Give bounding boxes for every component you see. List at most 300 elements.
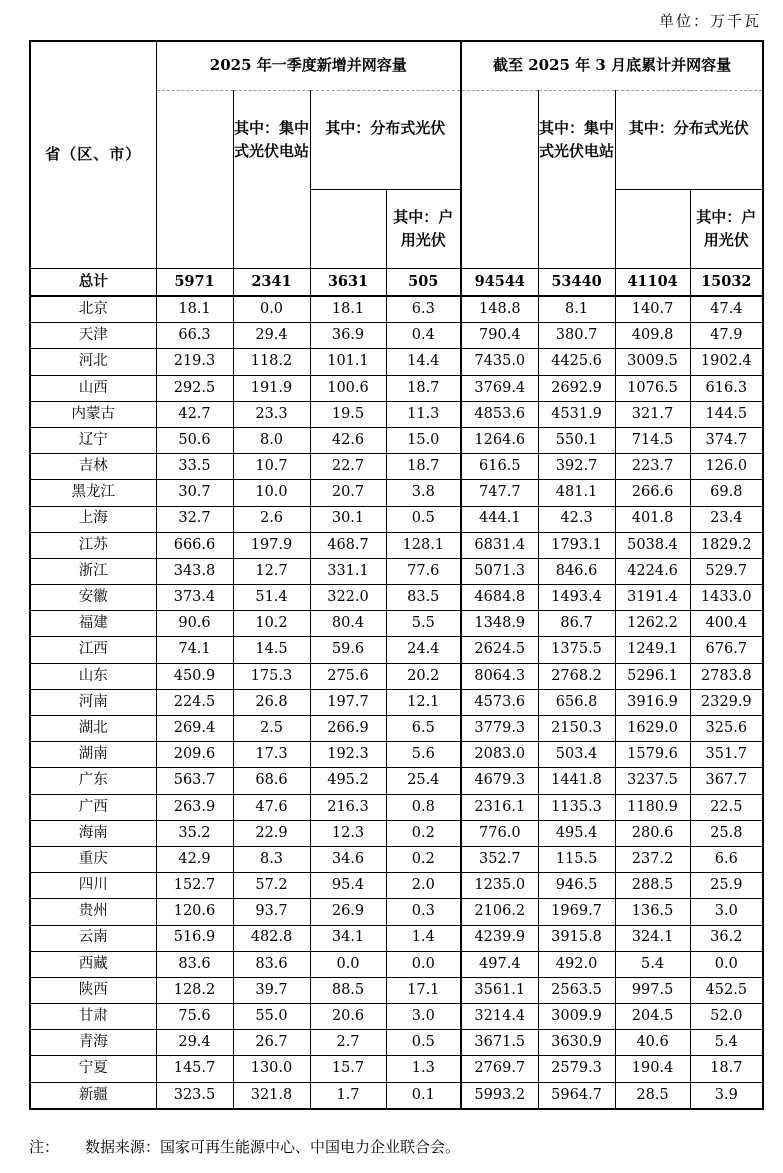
header-cum-total xyxy=(461,91,538,269)
value-cell: 5.5 xyxy=(386,611,461,637)
value-cell: 2150.3 xyxy=(538,716,615,742)
value-cell: 0.2 xyxy=(386,820,461,846)
value-cell: 69.8 xyxy=(690,480,763,506)
value-cell: 676.7 xyxy=(690,637,763,663)
table-row xyxy=(30,820,763,846)
province-name: 贵州 xyxy=(30,899,156,925)
value-cell: 18.1 xyxy=(310,296,386,323)
value-cell: 74.1 xyxy=(156,637,233,663)
province-name: 陕西 xyxy=(30,977,156,1003)
value-cell: 52.0 xyxy=(690,1004,763,1030)
value-cell: 128.1 xyxy=(386,532,461,558)
value-cell: 6.5 xyxy=(386,716,461,742)
value-cell: 352.7 xyxy=(461,846,538,872)
value-cell: 4573.6 xyxy=(461,689,538,715)
value-cell: 18.7 xyxy=(386,454,461,480)
value-cell: 118.2 xyxy=(233,349,310,375)
value-cell: 1969.7 xyxy=(538,899,615,925)
table-row xyxy=(30,794,763,820)
province-name: 新疆 xyxy=(30,1082,156,1109)
value-cell: 2768.2 xyxy=(538,663,615,689)
value-cell: 3779.3 xyxy=(461,716,538,742)
table-row xyxy=(30,637,763,663)
value-cell: 136.5 xyxy=(615,899,690,925)
value-cell: 23.4 xyxy=(690,506,763,532)
value-cell: 1793.1 xyxy=(538,532,615,558)
table-row xyxy=(30,532,763,558)
value-cell: 39.7 xyxy=(233,977,310,1003)
value-cell: 14.5 xyxy=(233,637,310,663)
total-row xyxy=(30,269,763,297)
value-cell: 616.5 xyxy=(461,454,538,480)
header-q1-household: 其中：户用光伏 xyxy=(386,190,461,269)
value-cell: 192.3 xyxy=(310,742,386,768)
value-cell: 25.4 xyxy=(386,768,461,794)
value-cell: 23.3 xyxy=(233,401,310,427)
province-name: 河北 xyxy=(30,349,156,375)
province-name: 云南 xyxy=(30,925,156,951)
value-cell: 351.7 xyxy=(690,742,763,768)
value-cell: 148.8 xyxy=(461,296,538,323)
value-cell: 481.1 xyxy=(538,480,615,506)
header-cum-centralized: 其中：集中式光伏电站 xyxy=(538,91,615,269)
value-cell: 321.7 xyxy=(615,401,690,427)
value-cell: 1.7 xyxy=(310,1082,386,1109)
value-cell: 1902.4 xyxy=(690,349,763,375)
province-name: 山西 xyxy=(30,375,156,401)
value-cell: 846.6 xyxy=(538,558,615,584)
value-cell: 26.7 xyxy=(233,1030,310,1056)
value-cell: 468.7 xyxy=(310,532,386,558)
value-cell: 3561.1 xyxy=(461,977,538,1003)
value-cell: 204.5 xyxy=(615,1004,690,1030)
value-cell: 288.5 xyxy=(615,873,690,899)
province-name: 江西 xyxy=(30,637,156,663)
value-cell: 8.3 xyxy=(233,846,310,872)
value-cell: 4239.9 xyxy=(461,925,538,951)
table-row xyxy=(30,899,763,925)
value-cell: 4531.9 xyxy=(538,401,615,427)
value-cell: 3.0 xyxy=(386,1004,461,1030)
value-cell: 1375.5 xyxy=(538,637,615,663)
value-cell: 4853.6 xyxy=(461,401,538,427)
value-cell: 2783.8 xyxy=(690,663,763,689)
header-cum-distributed: 其中：分布式光伏 xyxy=(615,91,763,190)
value-cell: 450.9 xyxy=(156,663,233,689)
table-row xyxy=(30,506,763,532)
province-name: 广东 xyxy=(30,768,156,794)
table-row xyxy=(30,401,763,427)
value-cell: 190.4 xyxy=(615,1056,690,1082)
value-cell: 237.2 xyxy=(615,846,690,872)
table-row xyxy=(30,296,763,323)
value-cell: 5.4 xyxy=(690,1030,763,1056)
value-cell: 100.6 xyxy=(310,375,386,401)
value-cell: 47.4 xyxy=(690,296,763,323)
value-cell: 1135.3 xyxy=(538,794,615,820)
value-cell: 216.3 xyxy=(310,794,386,820)
province-name: 湖北 xyxy=(30,716,156,742)
value-cell: 59.6 xyxy=(310,637,386,663)
province-name: 湖南 xyxy=(30,742,156,768)
value-cell: 30.7 xyxy=(156,480,233,506)
value-cell: 197.9 xyxy=(233,532,310,558)
value-cell: 15.0 xyxy=(386,427,461,453)
value-cell: 25.9 xyxy=(690,873,763,899)
value-cell: 42.3 xyxy=(538,506,615,532)
value-cell: 5.4 xyxy=(615,951,690,977)
value-cell: 34.6 xyxy=(310,846,386,872)
value-cell: 790.4 xyxy=(461,323,538,349)
header-q1-distributed-blank xyxy=(310,190,386,269)
value-cell: 323.5 xyxy=(156,1082,233,1109)
value-cell: 15.7 xyxy=(310,1056,386,1082)
value-cell: 140.7 xyxy=(615,296,690,323)
value-cell: 51.4 xyxy=(233,585,310,611)
table-row xyxy=(30,349,763,375)
value-cell: 191.9 xyxy=(233,375,310,401)
value-cell: 55.0 xyxy=(233,1004,310,1030)
value-cell: 714.5 xyxy=(615,427,690,453)
value-cell: 35.2 xyxy=(156,820,233,846)
value-cell: 3009.9 xyxy=(538,1004,615,1030)
table-row xyxy=(30,1030,763,1056)
value-cell: 325.6 xyxy=(690,716,763,742)
value-cell: 495.4 xyxy=(538,820,615,846)
value-cell: 400.4 xyxy=(690,611,763,637)
province-name: 宁夏 xyxy=(30,1056,156,1082)
value-cell: 101.1 xyxy=(310,349,386,375)
province-name: 甘肃 xyxy=(30,1004,156,1030)
total-cell: 15032 xyxy=(690,269,763,297)
value-cell: 14.4 xyxy=(386,349,461,375)
value-cell: 1262.2 xyxy=(615,611,690,637)
province-name: 天津 xyxy=(30,323,156,349)
value-cell: 367.7 xyxy=(690,768,763,794)
value-cell: 444.1 xyxy=(461,506,538,532)
value-cell: 666.6 xyxy=(156,532,233,558)
value-cell: 29.4 xyxy=(156,1030,233,1056)
value-cell: 47.6 xyxy=(233,794,310,820)
value-cell: 3009.5 xyxy=(615,349,690,375)
value-cell: 2.7 xyxy=(310,1030,386,1056)
province-name: 内蒙古 xyxy=(30,401,156,427)
value-cell: 32.7 xyxy=(156,506,233,532)
header-group-q1: 2025 年一季度新增并网容量 xyxy=(156,41,461,91)
province-name: 北京 xyxy=(30,296,156,323)
value-cell: 324.1 xyxy=(615,925,690,951)
value-cell: 4425.6 xyxy=(538,349,615,375)
value-cell: 42.9 xyxy=(156,846,233,872)
value-cell: 392.7 xyxy=(538,454,615,480)
value-cell: 34.1 xyxy=(310,925,386,951)
value-cell: 997.5 xyxy=(615,977,690,1003)
value-cell: 75.6 xyxy=(156,1004,233,1030)
value-cell: 2.0 xyxy=(386,873,461,899)
value-cell: 20.7 xyxy=(310,480,386,506)
table-row xyxy=(30,768,763,794)
footnote-text: 数据来源：国家可再生能源中心、中国电力企业联合会。 xyxy=(85,1138,461,1156)
province-name: 广西 xyxy=(30,794,156,820)
value-cell: 224.5 xyxy=(156,689,233,715)
value-cell: 2563.5 xyxy=(538,977,615,1003)
value-cell: 0.0 xyxy=(386,951,461,977)
value-cell: 175.3 xyxy=(233,663,310,689)
value-cell: 22.9 xyxy=(233,820,310,846)
table-row xyxy=(30,689,763,715)
value-cell: 25.8 xyxy=(690,820,763,846)
value-cell: 563.7 xyxy=(156,768,233,794)
value-cell: 516.9 xyxy=(156,925,233,951)
value-cell: 130.0 xyxy=(233,1056,310,1082)
unit-label: 单位：万千瓦 xyxy=(658,12,761,30)
value-cell: 10.2 xyxy=(233,611,310,637)
table-row xyxy=(30,663,763,689)
province-name: 青海 xyxy=(30,1030,156,1056)
total-label: 总计 xyxy=(30,269,156,297)
value-cell: 292.5 xyxy=(156,375,233,401)
province-name: 西藏 xyxy=(30,951,156,977)
value-cell: 374.7 xyxy=(690,427,763,453)
table-row xyxy=(30,1056,763,1082)
total-cell: 5971 xyxy=(156,269,233,297)
value-cell: 0.0 xyxy=(233,296,310,323)
value-cell: 6831.4 xyxy=(461,532,538,558)
footnote-label: 注： xyxy=(29,1138,60,1156)
value-cell: 1264.6 xyxy=(461,427,538,453)
value-cell: 17.1 xyxy=(386,977,461,1003)
value-cell: 30.1 xyxy=(310,506,386,532)
value-cell: 5993.2 xyxy=(461,1082,538,1109)
province-name: 四川 xyxy=(30,873,156,899)
province-name: 安徽 xyxy=(30,585,156,611)
value-cell: 22.5 xyxy=(690,794,763,820)
value-cell: 5964.7 xyxy=(538,1082,615,1109)
value-cell: 1180.9 xyxy=(615,794,690,820)
value-cell: 2083.0 xyxy=(461,742,538,768)
value-cell: 2.5 xyxy=(233,716,310,742)
value-cell: 5038.4 xyxy=(615,532,690,558)
value-cell: 3191.4 xyxy=(615,585,690,611)
value-cell: 1235.0 xyxy=(461,873,538,899)
value-cell: 2316.1 xyxy=(461,794,538,820)
value-cell: 10.0 xyxy=(233,480,310,506)
value-cell: 6.3 xyxy=(386,296,461,323)
province-name: 辽宁 xyxy=(30,427,156,453)
value-cell: 776.0 xyxy=(461,820,538,846)
value-cell: 0.2 xyxy=(386,846,461,872)
value-cell: 80.4 xyxy=(310,611,386,637)
value-cell: 3915.8 xyxy=(538,925,615,951)
value-cell: 0.8 xyxy=(386,794,461,820)
value-cell: 42.7 xyxy=(156,401,233,427)
value-cell: 22.7 xyxy=(310,454,386,480)
value-cell: 1433.0 xyxy=(690,585,763,611)
value-cell: 2106.2 xyxy=(461,899,538,925)
value-cell: 4684.8 xyxy=(461,585,538,611)
value-cell: 492.0 xyxy=(538,951,615,977)
value-cell: 197.7 xyxy=(310,689,386,715)
value-cell: 343.8 xyxy=(156,558,233,584)
value-cell: 88.5 xyxy=(310,977,386,1003)
table-row xyxy=(30,427,763,453)
value-cell: 1348.9 xyxy=(461,611,538,637)
header-cum-distributed-blank xyxy=(615,190,690,269)
value-cell: 2329.9 xyxy=(690,689,763,715)
value-cell: 18.1 xyxy=(156,296,233,323)
value-cell: 0.5 xyxy=(386,1030,461,1056)
province-name: 江苏 xyxy=(30,532,156,558)
value-cell: 36.9 xyxy=(310,323,386,349)
value-cell: 12.1 xyxy=(386,689,461,715)
value-cell: 322.0 xyxy=(310,585,386,611)
value-cell: 115.5 xyxy=(538,846,615,872)
total-cell: 3631 xyxy=(310,269,386,297)
header-q1-distributed: 其中：分布式光伏 xyxy=(310,91,461,190)
value-cell: 26.9 xyxy=(310,899,386,925)
value-cell: 2579.3 xyxy=(538,1056,615,1082)
province-name: 海南 xyxy=(30,820,156,846)
value-cell: 616.3 xyxy=(690,375,763,401)
value-cell: 83.5 xyxy=(386,585,461,611)
value-cell: 29.4 xyxy=(233,323,310,349)
value-cell: 57.2 xyxy=(233,873,310,899)
table-row xyxy=(30,742,763,768)
value-cell: 5071.3 xyxy=(461,558,538,584)
value-cell: 0.0 xyxy=(690,951,763,977)
value-cell: 266.9 xyxy=(310,716,386,742)
table-row xyxy=(30,846,763,872)
table-row xyxy=(30,558,763,584)
value-cell: 0.0 xyxy=(310,951,386,977)
value-cell: 3630.9 xyxy=(538,1030,615,1056)
value-cell: 219.3 xyxy=(156,349,233,375)
value-cell: 26.8 xyxy=(233,689,310,715)
value-cell: 656.8 xyxy=(538,689,615,715)
value-cell: 19.5 xyxy=(310,401,386,427)
table-row xyxy=(30,1004,763,1030)
value-cell: 0.1 xyxy=(386,1082,461,1109)
value-cell: 12.3 xyxy=(310,820,386,846)
value-cell: 1249.1 xyxy=(615,637,690,663)
value-cell: 263.9 xyxy=(156,794,233,820)
header-q1-centralized: 其中：集中式光伏电站 xyxy=(233,91,310,269)
value-cell: 482.8 xyxy=(233,925,310,951)
table-row xyxy=(30,951,763,977)
province-name: 黑龙江 xyxy=(30,480,156,506)
table-row xyxy=(30,375,763,401)
value-cell: 50.6 xyxy=(156,427,233,453)
value-cell: 144.5 xyxy=(690,401,763,427)
value-cell: 331.1 xyxy=(310,558,386,584)
value-cell: 495.2 xyxy=(310,768,386,794)
total-cell: 53440 xyxy=(538,269,615,297)
value-cell: 0.4 xyxy=(386,323,461,349)
value-cell: 24.4 xyxy=(386,637,461,663)
value-cell: 1.3 xyxy=(386,1056,461,1082)
value-cell: 409.8 xyxy=(615,323,690,349)
value-cell: 747.7 xyxy=(461,480,538,506)
value-cell: 17.3 xyxy=(233,742,310,768)
value-cell: 1076.5 xyxy=(615,375,690,401)
value-cell: 3237.5 xyxy=(615,768,690,794)
value-cell: 0.3 xyxy=(386,899,461,925)
pv-capacity-table xyxy=(29,40,764,1110)
value-cell: 946.5 xyxy=(538,873,615,899)
value-cell: 3214.4 xyxy=(461,1004,538,1030)
value-cell: 8.1 xyxy=(538,296,615,323)
value-cell: 452.5 xyxy=(690,977,763,1003)
value-cell: 1579.6 xyxy=(615,742,690,768)
value-cell: 7435.0 xyxy=(461,349,538,375)
value-cell: 20.6 xyxy=(310,1004,386,1030)
value-cell: 0.5 xyxy=(386,506,461,532)
value-cell: 28.5 xyxy=(615,1082,690,1109)
province-name: 浙江 xyxy=(30,558,156,584)
value-cell: 2769.7 xyxy=(461,1056,538,1082)
value-cell: 47.9 xyxy=(690,323,763,349)
total-cell: 41104 xyxy=(615,269,690,297)
value-cell: 1441.8 xyxy=(538,768,615,794)
value-cell: 401.8 xyxy=(615,506,690,532)
total-cell: 505 xyxy=(386,269,461,297)
value-cell: 223.7 xyxy=(615,454,690,480)
value-cell: 5296.1 xyxy=(615,663,690,689)
table-body xyxy=(30,269,763,1109)
value-cell: 269.4 xyxy=(156,716,233,742)
value-cell: 266.6 xyxy=(615,480,690,506)
province-name: 重庆 xyxy=(30,846,156,872)
table-row xyxy=(30,585,763,611)
value-cell: 18.7 xyxy=(690,1056,763,1082)
table-row xyxy=(30,873,763,899)
table-row xyxy=(30,925,763,951)
value-cell: 529.7 xyxy=(690,558,763,584)
value-cell: 1493.4 xyxy=(538,585,615,611)
value-cell: 20.2 xyxy=(386,663,461,689)
province-name: 福建 xyxy=(30,611,156,637)
value-cell: 42.6 xyxy=(310,427,386,453)
value-cell: 380.7 xyxy=(538,323,615,349)
value-cell: 11.3 xyxy=(386,401,461,427)
value-cell: 68.6 xyxy=(233,768,310,794)
value-cell: 126.0 xyxy=(690,454,763,480)
value-cell: 321.8 xyxy=(233,1082,310,1109)
header-q1-total xyxy=(156,91,233,269)
table-row xyxy=(30,454,763,480)
value-cell: 95.4 xyxy=(310,873,386,899)
table-row xyxy=(30,480,763,506)
table-row xyxy=(30,611,763,637)
value-cell: 3769.4 xyxy=(461,375,538,401)
table-row xyxy=(30,323,763,349)
value-cell: 3916.9 xyxy=(615,689,690,715)
value-cell: 90.6 xyxy=(156,611,233,637)
province-name: 上海 xyxy=(30,506,156,532)
value-cell: 5.6 xyxy=(386,742,461,768)
value-cell: 120.6 xyxy=(156,899,233,925)
value-cell: 1629.0 xyxy=(615,716,690,742)
value-cell: 86.7 xyxy=(538,611,615,637)
value-cell: 497.4 xyxy=(461,951,538,977)
value-cell: 6.6 xyxy=(690,846,763,872)
value-cell: 1829.2 xyxy=(690,532,763,558)
value-cell: 2.6 xyxy=(233,506,310,532)
value-cell: 275.6 xyxy=(310,663,386,689)
total-cell: 94544 xyxy=(461,269,538,297)
value-cell: 503.4 xyxy=(538,742,615,768)
table-row xyxy=(30,716,763,742)
